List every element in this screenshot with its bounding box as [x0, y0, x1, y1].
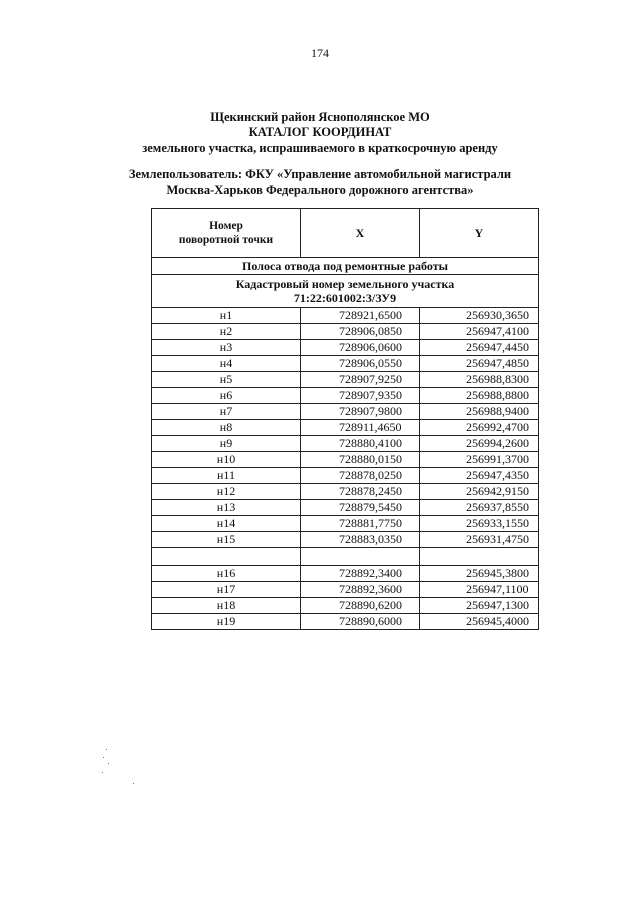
- x-cell: 728879,5450: [301, 500, 420, 516]
- point-cell: н17: [152, 582, 301, 598]
- y-cell: 256945,3800: [420, 566, 539, 582]
- x-cell: 728890,6000: [301, 614, 420, 630]
- x-cell: 728878,0250: [301, 468, 420, 484]
- point-cell: н2: [152, 324, 301, 340]
- cadastral-number: [152, 275, 539, 308]
- table-row: [152, 404, 539, 420]
- header-point-line-1: Номер: [209, 220, 243, 232]
- y-cell: 256947,1300: [420, 598, 539, 614]
- land-user-line-2: Москва-Харьков Федерального дорожного агентства»: [166, 183, 474, 197]
- header-point-line-2: поворотной точки: [178, 234, 274, 246]
- point-cell: н11: [152, 468, 301, 484]
- point-cell: н4: [152, 356, 301, 372]
- table-row: [152, 566, 539, 582]
- table-row: [152, 582, 539, 598]
- x-cell: 728890,6200: [301, 598, 420, 614]
- land-user: [0, 166, 640, 198]
- header-x: X: [301, 209, 420, 258]
- table-row: [152, 484, 539, 500]
- header-y: Y: [420, 209, 539, 258]
- table-row: [152, 356, 539, 372]
- y-cell: 256994,2600: [420, 436, 539, 452]
- point-cell: н18: [152, 598, 301, 614]
- point-cell: н1: [152, 308, 301, 324]
- table-row: [152, 468, 539, 484]
- district-title: Щекинский район Яснополянское МО: [210, 110, 430, 124]
- y-cell: 256947,1100: [420, 582, 539, 598]
- x-cell: 728892,3400: [301, 566, 420, 582]
- page-number: 174: [311, 46, 329, 60]
- point-cell: н19: [152, 614, 301, 630]
- x-cell: 728911,4650: [301, 420, 420, 436]
- point-cell: н13: [152, 500, 301, 516]
- y-cell: 256937,8550: [420, 500, 539, 516]
- y-cell: 256947,4850: [420, 356, 539, 372]
- table-row: [152, 420, 539, 436]
- empty-cell: [420, 548, 539, 566]
- x-cell: 728892,3600: [301, 582, 420, 598]
- section-row: [152, 258, 539, 275]
- point-cell: н15: [152, 532, 301, 548]
- y-cell: 256988,8300: [420, 372, 539, 388]
- y-cell: 256930,3650: [420, 308, 539, 324]
- x-cell: 728921,6500: [301, 308, 420, 324]
- point-cell: н9: [152, 436, 301, 452]
- empty-cell: [152, 548, 301, 566]
- scan-marks: [100, 745, 140, 785]
- table-row: [152, 598, 539, 614]
- table-row: [152, 388, 539, 404]
- x-cell: 728907,9250: [301, 372, 420, 388]
- point-cell: н14: [152, 516, 301, 532]
- x-cell: 728880,4100: [301, 436, 420, 452]
- y-cell: 256947,4100: [420, 324, 539, 340]
- catalog-subtitle: земельного участка, испрашиваемого в краткосрочную аренду: [142, 141, 498, 155]
- y-cell: 256945,4000: [420, 614, 539, 630]
- y-cell: 256988,8800: [420, 388, 539, 404]
- cadastral-row: [152, 275, 539, 308]
- empty-cell: [301, 548, 420, 566]
- catalog-title: КАТАЛОГ КООРДИНАТ: [248, 125, 392, 139]
- table-row: [152, 452, 539, 468]
- point-cell: н7: [152, 404, 301, 420]
- section-title: Полоса отвода под ремонтные работы: [152, 258, 539, 275]
- y-cell: 256992,4700: [420, 420, 539, 436]
- x-cell: 728907,9800: [301, 404, 420, 420]
- table-row: [152, 324, 539, 340]
- point-cell: н5: [152, 372, 301, 388]
- point-cell: н6: [152, 388, 301, 404]
- y-cell: 256988,9400: [420, 404, 539, 420]
- x-cell: 728907,9350: [301, 388, 420, 404]
- table-row: [152, 614, 539, 630]
- table-row: [152, 436, 539, 452]
- point-cell: н8: [152, 420, 301, 436]
- y-cell: 256991,3700: [420, 452, 539, 468]
- x-cell: 728881,7750: [301, 516, 420, 532]
- header-point: [152, 209, 301, 258]
- point-cell: н10: [152, 452, 301, 468]
- point-cell: н3: [152, 340, 301, 356]
- separator-row: [152, 548, 539, 566]
- table-header-row: [152, 209, 539, 258]
- point-cell: н16: [152, 566, 301, 582]
- table-row: [152, 532, 539, 548]
- y-cell: 256931,4750: [420, 532, 539, 548]
- y-cell: 256933,1550: [420, 516, 539, 532]
- table-row: [152, 340, 539, 356]
- x-cell: 728906,0550: [301, 356, 420, 372]
- table-row: [152, 308, 539, 324]
- x-cell: 728906,0850: [301, 324, 420, 340]
- coordinates-table: [151, 208, 539, 630]
- x-cell: 728883,0350: [301, 532, 420, 548]
- land-user-line-1: Землепользователь: ФКУ «Управление автомобильной магистрали: [128, 167, 512, 181]
- table-row: [152, 500, 539, 516]
- cadastral-line-2: 71:22:601002:3/ЗУ9: [293, 291, 397, 305]
- cadastral-line-1: Кадастровый номер земельного участка: [235, 277, 455, 291]
- table-row: [152, 372, 539, 388]
- x-cell: 728880,0150: [301, 452, 420, 468]
- y-cell: 256942,9150: [420, 484, 539, 500]
- y-cell: 256947,4450: [420, 340, 539, 356]
- table-row: [152, 516, 539, 532]
- x-cell: 728906,0600: [301, 340, 420, 356]
- y-cell: 256947,4350: [420, 468, 539, 484]
- x-cell: 728878,2450: [301, 484, 420, 500]
- point-cell: н12: [152, 484, 301, 500]
